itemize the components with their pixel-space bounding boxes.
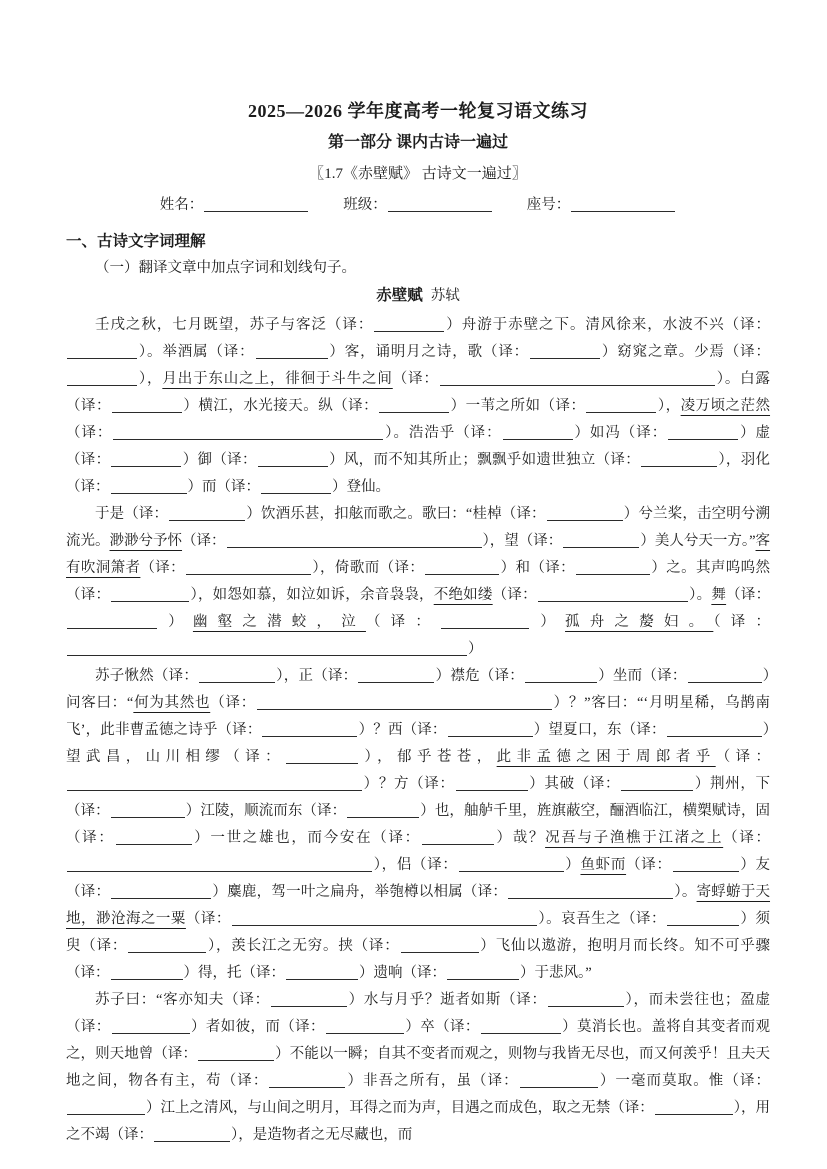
text-run: ），望（译： [482, 533, 563, 549]
answer-blank[interactable] [326, 1021, 404, 1034]
text-run: 壬戌之秋，七月既望，苏子与客泛（译： [95, 317, 374, 333]
underlined-phrase: 此非孟德之困于周郎者乎 [496, 749, 716, 765]
answer-blank[interactable] [112, 1021, 190, 1034]
text-run: ）麋鹿，驾一叶之扁舟，举匏樽以相属（译： [212, 884, 508, 900]
name-field-group [160, 195, 310, 215]
text-run: ）兮兰桨，击空明兮溯流光。 [66, 506, 771, 549]
underlined-phrase: 孤舟之嫠妇。 [565, 614, 714, 630]
text-run: ）， [138, 371, 163, 387]
answer-blank[interactable] [258, 454, 328, 467]
text-run: ）。浩浩乎（译： [384, 425, 502, 441]
paragraph [66, 501, 770, 663]
answer-blank[interactable] [347, 805, 419, 818]
paragraph [66, 312, 770, 501]
text-run: ）望夏口，东（译： [533, 722, 666, 738]
seat-field-group [527, 195, 677, 215]
text-run: ）于悲风。” [520, 965, 592, 981]
text-run: ）。白露（译： [66, 371, 771, 414]
underlined-phrase: 寄蜉蝣于天地，渺沧海之一粟 [66, 884, 771, 927]
name-input-blank[interactable] [204, 199, 308, 212]
text-run: ） [158, 614, 193, 630]
text-run: ）， [657, 398, 681, 414]
document-body [66, 312, 770, 1149]
answer-blank[interactable] [456, 778, 528, 791]
answer-blank[interactable] [154, 1129, 230, 1142]
text-run: ）。 [674, 884, 697, 900]
text-run: （译： [715, 749, 771, 765]
answer-blank[interactable] [186, 562, 311, 575]
answer-blank[interactable] [508, 886, 673, 899]
underlined-phrase: 不绝如缕 [433, 587, 493, 603]
text-run: ）不能以一瞬；自其不变者而观之，则物与我皆无尽也，而又何羡乎！且夫天地之间，物各有主，苟（译： [66, 1046, 771, 1089]
text-run: ）一世之雄也，而今安在（译： [192, 830, 421, 846]
text-run: ），羽化（译： [66, 452, 771, 495]
answer-blank[interactable] [67, 616, 157, 629]
answer-blank[interactable] [111, 886, 211, 899]
section-heading: 一、古诗文字词理解 [66, 233, 206, 250]
text-run: ），郁乎苍苍， [359, 749, 497, 765]
class-field-group [343, 195, 493, 215]
answer-blank[interactable] [547, 508, 623, 521]
answer-blank[interactable] [586, 400, 656, 413]
answer-blank[interactable] [667, 724, 762, 737]
text-run: ）卒（译： [404, 1019, 480, 1035]
answer-blank[interactable] [688, 670, 762, 683]
section-title: 第一部分 课内古诗一遍过 [327, 134, 508, 151]
text-run: ）如冯（译： [573, 425, 668, 441]
text-run: ）襟危（译： [435, 668, 524, 684]
answer-blank[interactable] [227, 535, 482, 548]
answer-blank[interactable] [448, 724, 533, 737]
text-run: 苏子曰：“客亦知夫（译： [95, 992, 270, 1008]
text-run: ） [468, 641, 483, 657]
answer-blank[interactable] [286, 751, 358, 764]
answer-blank[interactable] [111, 481, 187, 494]
answer-blank[interactable] [198, 1048, 274, 1061]
text-run: ）？方（译： [363, 776, 455, 792]
instruction-line: （一）翻译文章中加点字词和划线句子。 [95, 260, 356, 276]
answer-blank[interactable] [232, 913, 537, 926]
answer-blank[interactable] [113, 427, 383, 440]
answer-blank[interactable] [563, 535, 639, 548]
class-input-blank[interactable] [388, 199, 492, 212]
text-run: ）登仙。 [332, 479, 390, 495]
answer-blank[interactable] [655, 1102, 733, 1115]
text-run: ）哉？ [494, 830, 546, 846]
answer-blank[interactable] [621, 778, 693, 791]
answer-blank[interactable] [425, 562, 499, 575]
text-run: ）风，而不知其所止；飘飘乎如遗世独立（译： [328, 452, 641, 468]
answer-blank[interactable] [538, 589, 688, 602]
text-run: ），正（译： [276, 668, 358, 684]
text-run: ），用之不竭（译： [66, 1100, 771, 1143]
poem-title: 赤壁赋 [376, 287, 423, 304]
poem-author: 苏轼 [430, 288, 460, 304]
answer-blank[interactable] [112, 400, 182, 413]
text-run: ），倚歌而（译： [312, 560, 425, 576]
unit-title: 〖1.7《赤壁赋》 古诗文一遍过〗 [309, 166, 527, 182]
answer-blank[interactable] [530, 346, 600, 359]
text-run: （译： [726, 587, 771, 603]
underlined-phrase: 何为其然也 [133, 695, 211, 711]
answer-blank[interactable] [261, 481, 331, 494]
answer-blank[interactable] [128, 940, 206, 953]
class-label: 班级： [343, 197, 387, 213]
text-run: ）饮酒乐甚，扣舷而歌之。歌曰：“桂棹（译： [246, 506, 546, 522]
underlined-phrase: 客有吹洞箫者 [66, 533, 771, 576]
text-run: 于是（译： [95, 506, 169, 522]
text-run: ）友（译： [66, 857, 771, 900]
paragraph [66, 663, 770, 987]
text-run: ）虚（译： [66, 425, 771, 468]
poem-title-row [66, 282, 770, 310]
answer-blank[interactable] [67, 346, 137, 359]
text-run: ）江陵，顺流而东（译： [185, 803, 347, 819]
text-run: ）。 [688, 587, 712, 603]
text-run: ）遗响（译： [359, 965, 446, 981]
text-run: ）莫消长也。盖将自其变者而观之，则天地曾（译： [66, 1019, 771, 1062]
answer-blank[interactable] [548, 994, 624, 1007]
answer-blank[interactable] [111, 454, 181, 467]
text-run: （译： [182, 533, 226, 549]
answer-blank[interactable] [673, 859, 739, 872]
answer-blank[interactable] [262, 724, 357, 737]
text-run: ）？”客曰：“‘月明星稀，乌鹊南飞’，此非曹孟德之诗乎（译： [66, 695, 771, 738]
text-run: ）之。其声呜呜然（译： [66, 560, 771, 603]
answer-blank[interactable] [111, 805, 185, 818]
text-run: （译： [713, 614, 771, 630]
text-run: ）御（译： [182, 452, 257, 468]
text-run: ）须臾（译： [66, 911, 771, 954]
answer-blank[interactable] [256, 346, 328, 359]
answer-blank[interactable] [286, 967, 358, 980]
answer-blank[interactable] [358, 670, 434, 683]
answer-blank[interactable] [374, 319, 444, 332]
text-run: 苏子愀然（译： [95, 668, 199, 684]
underlined-phrase: 渺渺兮予怀 [109, 533, 183, 549]
text-run: ）望武昌，山川相缪（译： [66, 722, 771, 765]
answer-blank[interactable] [668, 427, 738, 440]
answer-blank[interactable] [67, 778, 362, 791]
text-run: ）者如彼，而（译： [190, 1019, 325, 1035]
text-run: ），如怨如慕，如泣如诉，余音袅袅， [190, 587, 434, 603]
text-run: ）舟游于赤壁之下。清风徐来，水波不兴（译： [445, 317, 771, 333]
student-info-row [66, 195, 770, 215]
answer-blank[interactable] [67, 643, 467, 656]
text-run: ）一毫而莫取。惟（译： [598, 1073, 771, 1089]
answer-blank[interactable] [116, 832, 192, 845]
underlined-phrase: 鱼虾而 [580, 857, 627, 873]
answer-blank[interactable] [441, 616, 529, 629]
text-run: ）荆州，下（译： [66, 776, 771, 819]
text-run: ）其破（译： [528, 776, 621, 792]
answer-blank[interactable] [520, 1075, 598, 1088]
answer-blank[interactable] [67, 859, 372, 872]
answer-blank[interactable] [576, 562, 650, 575]
seat-input-blank[interactable] [571, 199, 675, 212]
answer-blank[interactable] [667, 913, 739, 926]
answer-blank[interactable] [111, 589, 189, 602]
answer-blank[interactable] [199, 670, 275, 683]
seat-label: 座号： [526, 197, 571, 213]
answer-blank[interactable] [269, 1075, 345, 1088]
answer-blank[interactable] [641, 454, 717, 467]
text-run: （译： [66, 425, 113, 441]
answer-blank[interactable] [503, 427, 573, 440]
answer-blank[interactable] [257, 697, 552, 710]
text-run: （译： [365, 614, 441, 630]
text-run: （译： [723, 830, 771, 846]
text-run: ）非吾之所有，虽（译： [346, 1073, 519, 1089]
text-run: ）问客曰：“ [66, 668, 771, 711]
answer-blank[interactable] [459, 859, 564, 872]
answer-blank[interactable] [447, 967, 519, 980]
text-run: ）。哀吾生之（译： [537, 911, 667, 927]
text-run: ）坐而（译： [597, 668, 687, 684]
answer-blank[interactable] [67, 373, 137, 386]
text-run: ）江上之清风，与山间之明月，耳得之而为声，目遇之而成色，取之无禁（译： [146, 1100, 654, 1116]
text-run: ）？西（译： [358, 722, 447, 738]
text-run: ）客，诵明月之诗，歌（译： [328, 344, 530, 360]
text-run: （译： [626, 857, 672, 873]
answer-blank[interactable] [379, 400, 449, 413]
text-run: ）也，舳舻千里，旌旗蔽空，酾酒临江，横槊赋诗，固（译： [66, 803, 771, 846]
paragraph [66, 987, 770, 1149]
text-run: ）横江，水光接天。纵（译： [182, 398, 379, 414]
underlined-phrase: 幽壑之潜蛟，泣 [192, 614, 366, 630]
underlined-phrase: 况吾与子渔樵于江渚之上 [545, 830, 724, 846]
text-run: （译： [140, 560, 186, 576]
underlined-phrase: 月出于东山之上，徘徊于斗牛之间 [162, 371, 393, 387]
text-run: ） [530, 614, 566, 630]
text-run: （译： [392, 371, 439, 387]
text-run: ）水与月乎？逝者如斯（译： [347, 992, 547, 1008]
text-run: ），是造物者之无尽藏也，而 [231, 1127, 413, 1143]
text-run: （译： [492, 587, 537, 603]
answer-blank[interactable] [169, 508, 245, 521]
text-run: ）得，托（译： [183, 965, 285, 981]
text-run: ）一苇之所如（译： [450, 398, 586, 414]
text-run: ），侣（译： [373, 857, 458, 873]
answer-blank[interactable] [111, 967, 183, 980]
answer-blank[interactable] [67, 1102, 145, 1115]
underlined-phrase: 舞 [711, 587, 727, 603]
text-run: ）美人兮天一方。” [640, 533, 756, 549]
text-run: ）飞仙以遨游，抱明月而长终。知不可乎骤（译： [66, 938, 771, 981]
answer-blank[interactable] [440, 373, 715, 386]
name-label: 姓名： [159, 197, 204, 213]
answer-blank[interactable] [422, 832, 494, 845]
answer-blank[interactable] [271, 994, 347, 1007]
answer-blank[interactable] [525, 670, 597, 683]
page-title: 2025—2026 学年度高考一轮复习语文练习 [248, 101, 588, 121]
text-run: ） [564, 857, 581, 873]
text-run: （译： [210, 695, 256, 711]
text-run: ），而未尝往也；盈虚（译： [66, 992, 771, 1035]
text-run: （译： [185, 911, 231, 927]
text-run: ）和（译： [500, 560, 575, 576]
text-run: ）窈窕之章。少焉（译： [601, 344, 771, 360]
text-run: ），羡长江之无穷。挟（译： [207, 938, 400, 954]
text-run: ）。举酒属（译： [138, 344, 255, 360]
underlined-phrase: 凌万顷之茫然 [680, 398, 771, 414]
answer-blank[interactable] [481, 1021, 561, 1034]
answer-blank[interactable] [401, 940, 479, 953]
text-run: ）而（译： [187, 479, 260, 495]
